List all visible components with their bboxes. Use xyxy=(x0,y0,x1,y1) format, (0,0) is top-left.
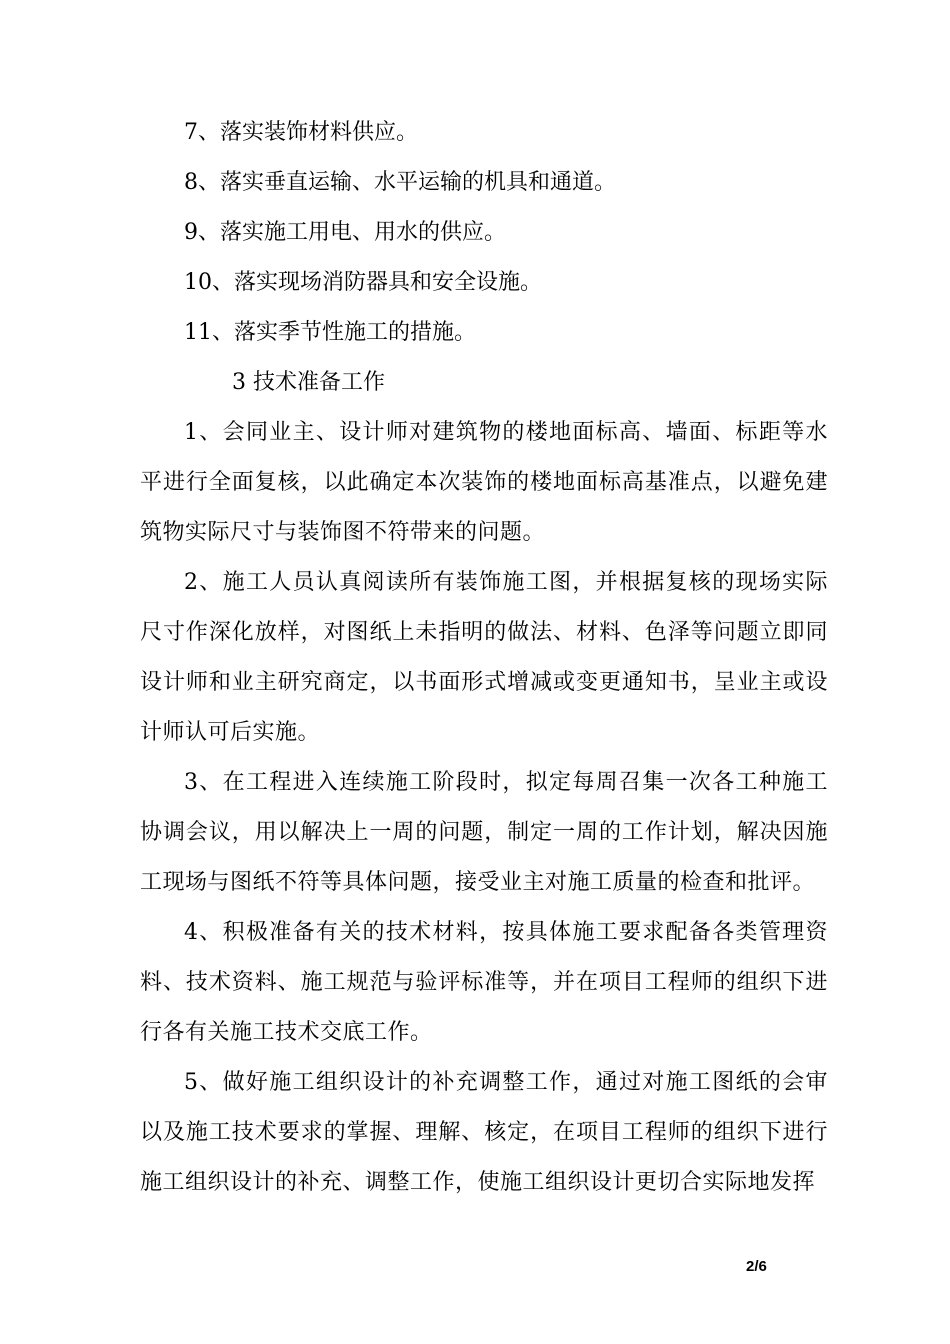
list-item: 10、落实现场消防器具和安全设施。 xyxy=(184,270,542,295)
list-item: 7、落实装饰材料供应。 xyxy=(184,120,418,145)
section-heading: 3 技术准备工作 xyxy=(232,370,385,395)
document-body xyxy=(140,108,828,1208)
paragraph: 4、积极准备有关的技术材料，按具体施工要求配备各类管理资料、技术资料、施工规范与验评标准等，并在项目工程师的组织下进行各有关施工技术交底工作。 xyxy=(140,920,828,1045)
paragraph: 3、在工程进入连续施工阶段时，拟定每周召集一次各工种施工协调会议，用以解决上一周的问题，制定一周的工作计划，解决因施工现场与图纸不符等具体问题，接受业主对施工质量的检查和批评。 xyxy=(140,770,828,895)
list-item: 11、落实季节性施工的措施。 xyxy=(184,320,476,345)
paragraph: 1、会同业主、设计师对建筑物的楼地面标高、墙面、标距等水平进行全面复核，以此确定本次装饰的楼地面标高基准点，以避免建筑物实际尺寸与装饰图不符带来的问题。 xyxy=(140,420,828,545)
page-number: 2/6 xyxy=(746,1258,767,1275)
list-item: 8、落实垂直运输、水平运输的机具和通道。 xyxy=(184,170,616,195)
paragraph: 2、施工人员认真阅读所有装饰施工图，并根据复核的现场实际尺寸作深化放样，对图纸上未指明的做法、材料、色泽等问题立即同设计师和业主研究商定，以书面形式增减或变更通知书，呈业主或设计师认可后实施。 xyxy=(140,570,828,745)
list-item: 9、落实施工用电、用水的供应。 xyxy=(184,220,506,245)
paragraph: 5、做好施工组织设计的补充调整工作，通过对施工图纸的会审以及施工技术要求的掌握、理解、核定，在项目工程师的组织下进行施工组织设计的补充、调整工作，使施工组织设计更切合实际地发挥 xyxy=(140,1070,828,1195)
